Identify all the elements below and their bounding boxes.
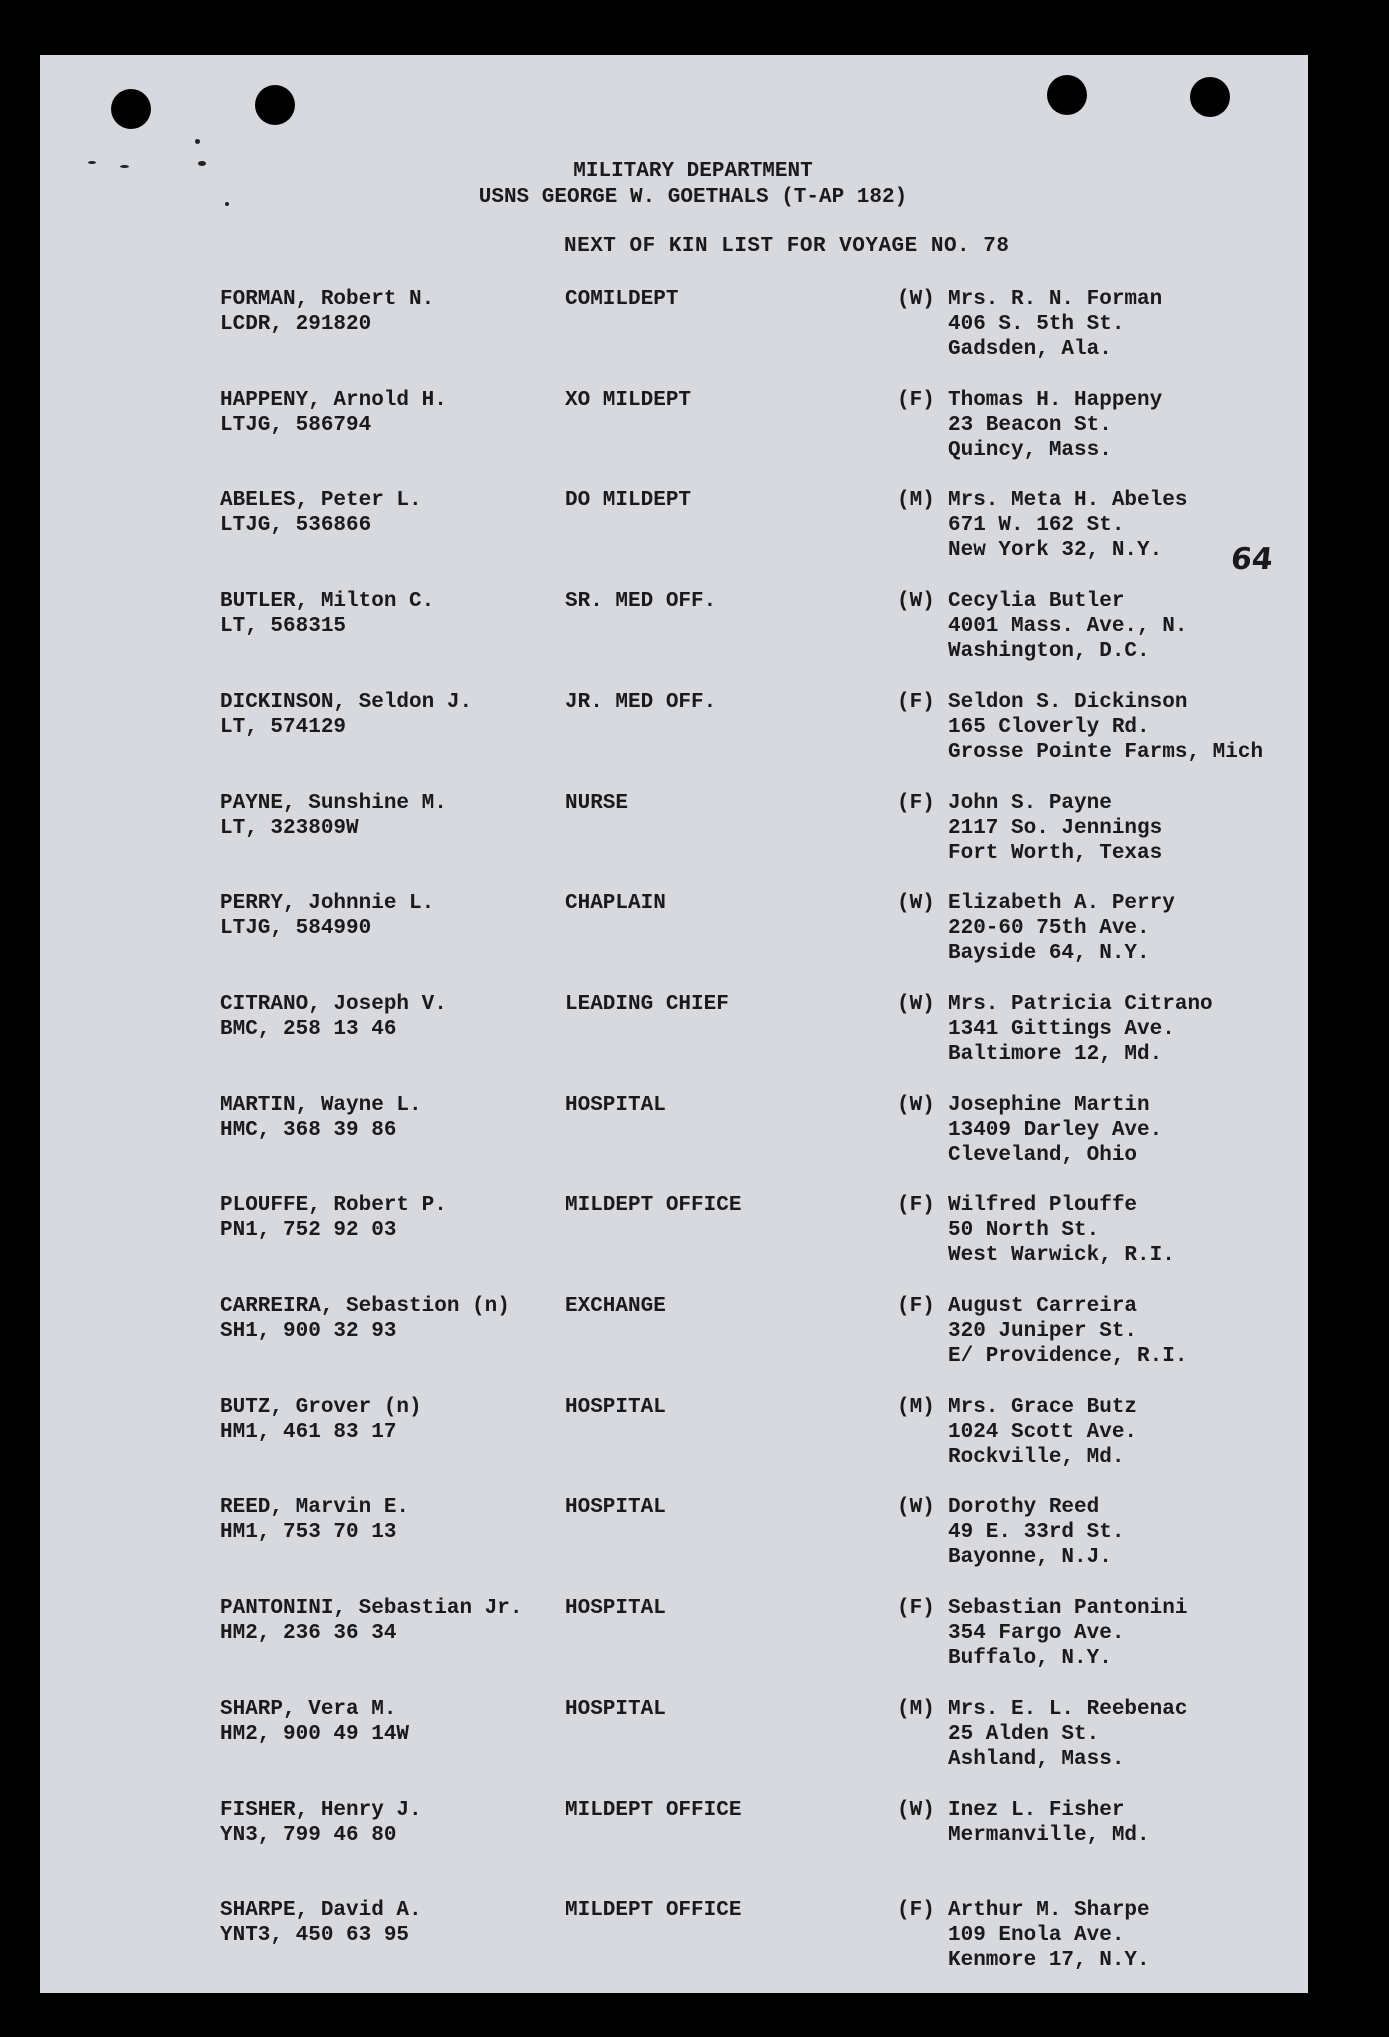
kin-name: John S. Payne xyxy=(948,792,1112,815)
punch-hole xyxy=(1047,75,1087,115)
next-of-kin-address xyxy=(948,1495,1124,1570)
relationship: (W) xyxy=(897,288,935,311)
kin-street: Mermanville, Md. xyxy=(948,1824,1150,1847)
department: MILDEPT OFFICE xyxy=(565,1799,742,1822)
kin-street: 1341 Gittings Ave. xyxy=(948,1018,1175,1041)
kin-city: Grosse Pointe Farms, Mich xyxy=(948,741,1264,764)
kin-city: Kenmore 17, N.Y. xyxy=(948,1949,1150,1972)
relationship: (M) xyxy=(897,1698,935,1721)
crew-name: MARTIN, Wayne L. xyxy=(220,1094,422,1117)
crew-name: PLOUFFE, Robert P. xyxy=(220,1194,447,1217)
list-item xyxy=(40,287,1308,383)
next-of-kin-address xyxy=(948,1193,1175,1268)
crew-rank-number: HMC, 368 39 86 xyxy=(220,1119,397,1142)
crew-rank-number: HM2, 236 36 34 xyxy=(220,1622,397,1645)
crew-name: BUTLER, Milton C. xyxy=(220,590,435,613)
crew-rank-number: HM2, 900 49 14W xyxy=(220,1723,410,1746)
kin-city: New York 32, N.Y. xyxy=(948,539,1163,562)
relationship: (F) xyxy=(897,792,935,815)
crew-name: SHARP, Vera M. xyxy=(220,1698,397,1721)
next-of-kin-address xyxy=(948,791,1162,866)
list-item xyxy=(40,1093,1308,1189)
ship-title: USNS GEORGE W. GOETHALS (T-AP 182) xyxy=(478,186,908,209)
next-of-kin-address xyxy=(948,1395,1137,1470)
kin-name: Cecylia Butler xyxy=(948,590,1125,613)
crew-rank-number: LTJG, 536866 xyxy=(220,514,372,537)
relationship: (F) xyxy=(897,1295,935,1318)
crew-name: SHARPE, David A. xyxy=(220,1899,422,1922)
next-of-kin-address xyxy=(948,589,1187,664)
list-item xyxy=(40,690,1308,786)
crew-member xyxy=(220,589,434,639)
kin-city: Fort Worth, Texas xyxy=(948,842,1163,865)
crew-member xyxy=(220,388,447,438)
kin-city: Quincy, Mass. xyxy=(948,439,1112,462)
page-number: 64 xyxy=(1229,542,1275,577)
next-of-kin-address xyxy=(948,488,1187,563)
list-item xyxy=(40,1294,1308,1390)
list-item xyxy=(40,1193,1308,1289)
next-of-kin-address xyxy=(948,1093,1162,1168)
next-of-kin-address xyxy=(948,1294,1187,1369)
department: XO MILDEPT xyxy=(565,389,692,412)
crew-member xyxy=(220,791,447,841)
department-title: MILITARY DEPARTMENT xyxy=(573,160,813,183)
kin-city: E/ Providence, R.I. xyxy=(948,1345,1188,1368)
crew-rank-number: LTJG, 586794 xyxy=(220,414,372,437)
department: LEADING CHIEF xyxy=(565,993,729,1016)
crew-rank-number: LT, 568315 xyxy=(220,615,347,638)
department: HOSPITAL xyxy=(565,1396,666,1419)
department: JR. MED OFF. xyxy=(565,691,717,714)
crew-member xyxy=(220,1798,422,1848)
crew-member xyxy=(220,1395,422,1445)
kin-name: Inez L. Fisher xyxy=(948,1799,1125,1822)
next-of-kin-address xyxy=(948,1898,1150,1973)
speck xyxy=(195,139,200,144)
crew-member xyxy=(220,488,422,538)
kin-street: 165 Cloverly Rd. xyxy=(948,716,1150,739)
list-item xyxy=(40,891,1308,987)
kin-street: 2117 So. Jennings xyxy=(948,817,1163,840)
crew-member xyxy=(220,1697,409,1747)
kin-name: Sebastian Pantonini xyxy=(948,1597,1188,1620)
department: HOSPITAL xyxy=(565,1698,666,1721)
kin-city: Gadsden, Ala. xyxy=(948,338,1112,361)
kin-name: Mrs. Grace Butz xyxy=(948,1396,1138,1419)
crew-member xyxy=(220,891,434,941)
crew-name: CARREIRA, Sebastion (n) xyxy=(220,1295,510,1318)
relationship: (M) xyxy=(897,1396,935,1419)
kin-street: 25 Alden St. xyxy=(948,1723,1100,1746)
list-item xyxy=(40,1697,1308,1793)
punch-hole xyxy=(255,85,295,125)
department: NURSE xyxy=(565,792,629,815)
kin-name: Mrs. Patricia Citrano xyxy=(948,993,1213,1016)
document-header xyxy=(40,159,1308,211)
relationship: (M) xyxy=(897,489,935,512)
list-item xyxy=(40,791,1308,887)
relationship: (W) xyxy=(897,590,935,613)
punch-hole xyxy=(111,89,151,129)
crew-name: BUTZ, Grover (n) xyxy=(220,1396,422,1419)
relationship: (W) xyxy=(897,1094,935,1117)
kin-street: 50 North St. xyxy=(948,1219,1100,1242)
kin-city: West Warwick, R.I. xyxy=(948,1244,1175,1267)
crew-rank-number: YNT3, 450 63 95 xyxy=(220,1924,410,1947)
crew-name: FISHER, Henry J. xyxy=(220,1799,422,1822)
department: HOSPITAL xyxy=(565,1597,666,1620)
relationship: (W) xyxy=(897,892,935,915)
kin-street: 220-60 75th Ave. xyxy=(948,917,1150,940)
department: DO MILDEPT xyxy=(565,489,692,512)
next-of-kin-address xyxy=(948,1697,1187,1772)
department: CHAPLAIN xyxy=(565,892,666,915)
list-item xyxy=(40,992,1308,1088)
kin-street: 49 E. 33rd St. xyxy=(948,1521,1125,1544)
kin-street: 23 Beacon St. xyxy=(948,414,1112,437)
kin-name: Mrs. R. N. Forman xyxy=(948,288,1163,311)
relationship: (W) xyxy=(897,993,935,1016)
crew-rank-number: LTJG, 584990 xyxy=(220,917,372,940)
crew-name: REED, Marvin E. xyxy=(220,1496,410,1519)
kin-name: Mrs. Meta H. Abeles xyxy=(948,489,1188,512)
kin-street: 354 Fargo Ave. xyxy=(948,1622,1125,1645)
kin-street: 320 Juniper St. xyxy=(948,1320,1138,1343)
crew-member xyxy=(220,1294,510,1344)
kin-city: Bayonne, N.J. xyxy=(948,1546,1112,1569)
kin-name: Dorothy Reed xyxy=(948,1496,1100,1519)
department: HOSPITAL xyxy=(565,1496,666,1519)
list-item xyxy=(40,1395,1308,1491)
crew-name: FORMAN, Robert N. xyxy=(220,288,435,311)
kin-city: Washington, D.C. xyxy=(948,640,1150,663)
kin-street: 671 W. 162 St. xyxy=(948,514,1125,537)
crew-rank-number: SH1, 900 32 93 xyxy=(220,1320,397,1343)
document-page xyxy=(40,55,1308,1993)
kin-name: Mrs. E. L. Reebenac xyxy=(948,1698,1188,1721)
crew-name: PAYNE, Sunshine M. xyxy=(220,792,447,815)
crew-member xyxy=(220,992,447,1042)
next-of-kin-address xyxy=(948,1596,1187,1671)
crew-rank-number: BMC, 258 13 46 xyxy=(220,1018,397,1041)
department: MILDEPT OFFICE xyxy=(565,1194,742,1217)
next-of-kin-address xyxy=(948,1798,1150,1848)
relationship: (F) xyxy=(897,1899,935,1922)
crew-rank-number: LT, 323809W xyxy=(220,817,359,840)
crew-member xyxy=(220,287,434,337)
crew-rank-number: HM1, 753 70 13 xyxy=(220,1521,397,1544)
next-of-kin-address xyxy=(948,992,1213,1067)
department: EXCHANGE xyxy=(565,1295,666,1318)
department: SR. MED OFF. xyxy=(565,590,717,613)
list-item xyxy=(40,1596,1308,1692)
crew-name: CITRANO, Joseph V. xyxy=(220,993,447,1016)
list-item xyxy=(40,1898,1308,1994)
crew-member xyxy=(220,1495,409,1545)
relationship: (F) xyxy=(897,1194,935,1217)
relationship: (F) xyxy=(897,1597,935,1620)
next-of-kin-address xyxy=(948,388,1162,463)
next-of-kin-address xyxy=(948,690,1263,765)
kin-name: Wilfred Plouffe xyxy=(948,1194,1138,1217)
crew-member xyxy=(220,690,472,740)
relationship: (W) xyxy=(897,1799,935,1822)
list-item xyxy=(40,388,1308,484)
kin-name: Seldon S. Dickinson xyxy=(948,691,1188,714)
kin-name: August Carreira xyxy=(948,1295,1138,1318)
list-item xyxy=(40,488,1308,584)
kin-street: 109 Enola Ave. xyxy=(948,1924,1125,1947)
crew-name: HAPPENY, Arnold H. xyxy=(220,389,447,412)
crew-rank-number: LCDR, 291820 xyxy=(220,313,372,336)
kin-city: Bayside 64, N.Y. xyxy=(948,942,1150,965)
department: MILDEPT OFFICE xyxy=(565,1899,742,1922)
crew-member xyxy=(220,1093,422,1143)
kin-city: Buffalo, N.Y. xyxy=(948,1647,1112,1670)
kin-street: 13409 Darley Ave. xyxy=(948,1119,1163,1142)
department: HOSPITAL xyxy=(565,1094,666,1117)
kin-street: 406 S. 5th St. xyxy=(948,313,1125,336)
relationship: (F) xyxy=(897,691,935,714)
kin-city: Baltimore 12, Md. xyxy=(948,1043,1163,1066)
relationship: (F) xyxy=(897,389,935,412)
punch-hole xyxy=(1190,77,1230,117)
kin-street: 4001 Mass. Ave., N. xyxy=(948,615,1188,638)
crew-name: ABELES, Peter L. xyxy=(220,489,422,512)
crew-rank-number: PN1, 752 92 03 xyxy=(220,1219,397,1242)
next-of-kin-address xyxy=(948,891,1175,966)
list-item xyxy=(40,1495,1308,1591)
kin-city: Rockville, Md. xyxy=(948,1446,1125,1469)
list-item xyxy=(40,1798,1308,1894)
crew-member xyxy=(220,1193,447,1243)
list-item xyxy=(40,589,1308,685)
crew-name: PANTONINI, Sebastian Jr. xyxy=(220,1597,523,1620)
crew-rank-number: YN3, 799 46 80 xyxy=(220,1824,397,1847)
crew-member xyxy=(220,1596,522,1646)
next-of-kin-address xyxy=(948,287,1162,362)
relationship: (W) xyxy=(897,1496,935,1519)
kin-street: 1024 Scott Ave. xyxy=(948,1421,1138,1444)
kin-name: Thomas H. Happeny xyxy=(948,389,1163,412)
crew-name: DICKINSON, Seldon J. xyxy=(220,691,473,714)
kin-name: Elizabeth A. Perry xyxy=(948,892,1175,915)
kin-city: Cleveland, Ohio xyxy=(948,1144,1138,1167)
crew-name: PERRY, Johnnie L. xyxy=(220,892,435,915)
kin-name: Arthur M. Sharpe xyxy=(948,1899,1150,1922)
kin-name: Josephine Martin xyxy=(948,1094,1150,1117)
list-title: NEXT OF KIN LIST FOR VOYAGE NO. 78 xyxy=(564,235,1010,258)
crew-rank-number: LT, 574129 xyxy=(220,716,347,739)
kin-city: Ashland, Mass. xyxy=(948,1748,1125,1771)
crew-member xyxy=(220,1898,422,1948)
crew-rank-number: HM1, 461 83 17 xyxy=(220,1421,397,1444)
department: COMILDEPT xyxy=(565,288,679,311)
